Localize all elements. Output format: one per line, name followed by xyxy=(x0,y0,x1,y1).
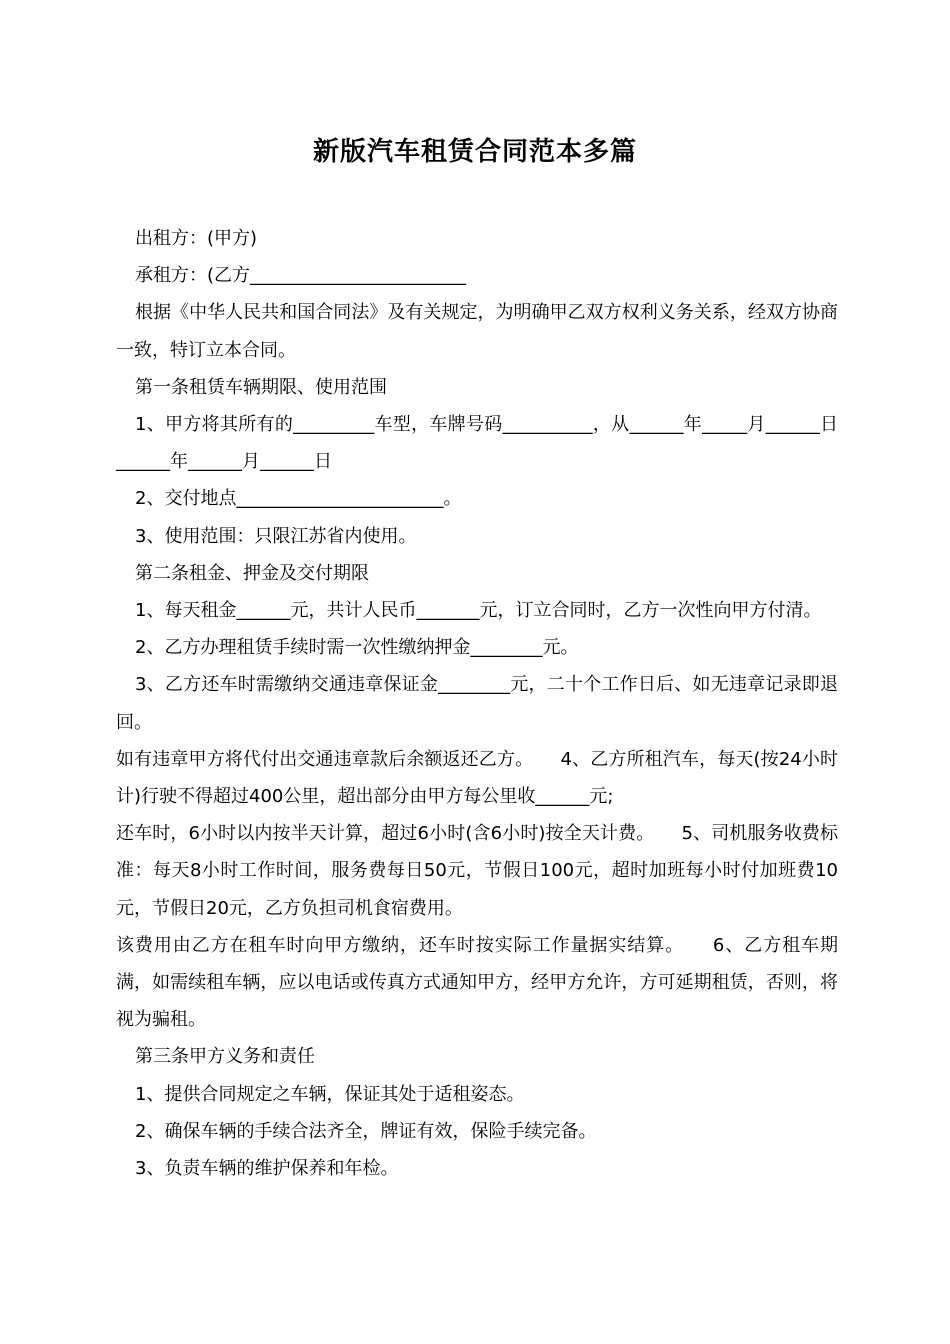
article-1-item-3: 3、使用范围：只限江苏省内使用。 xyxy=(135,525,417,547)
document-title: 新版汽车租赁合同范本多篇 xyxy=(312,137,637,167)
article-3-item-2: 2、确保车辆的手续合法齐全，牌证有效，保险手续完备。 xyxy=(135,1120,597,1142)
article-2-item-3: 3、乙方还车时需缴纳交通违章保证金________元，二十个工作日后、如无违章记录即退回。 xyxy=(116,674,838,733)
article-2-item-6: 该费用由乙方在租车时向甲方缴纳，还车时按实际工作量据实结算。 6、乙方租车期满，如需续租车辆，应以电话或传真方式通知甲方，经甲方允许，方可延期租赁，否则，将视为骗租。 xyxy=(116,934,838,1031)
article-2-heading: 第二条租金、押金及交付期限 xyxy=(135,562,369,584)
article-2-item-2: 2、乙方办理租赁手续时需一次性缴纳押金________元。 xyxy=(135,637,579,659)
article-3-item-3: 3、负责车辆的维护保养和年检。 xyxy=(135,1158,399,1180)
paragraph-lessor: 出租方：(甲方) xyxy=(135,228,258,249)
article-2-item-1: 1、每天租金______元，共计人民币_______元，订立合同时，乙方一次性向甲方付清。 xyxy=(135,600,822,622)
article-2-item-4: 如有违章甲方将代付出交通违章款后余额返还乙方。 4、乙方所租汽车，每天(按24小时计)行驶不得超过400公里，超出部分由甲方每公里收______元; xyxy=(116,748,838,808)
article-1-item-2: 2、交付地点_______________________。 xyxy=(135,488,462,510)
article-2-item-5: 还车时，6小时以内按半天计算，超过6小时(含6小时)按全天计费。 5、司机服务收费标准：每天8小时工作时间，服务费每日50元，节假日100元，超时加班每小时付加班费10元，节假日20元，乙方负担司机食宿费用。 xyxy=(116,823,838,919)
paragraph-preamble: 根据《中华人民共和国合同法》及有关规定，为明确甲乙双方权利义务关系，经双方协商一致，特订立本合同。 xyxy=(116,302,838,361)
paragraph-lessee: 承租方：(乙方________________________ xyxy=(135,265,467,287)
article-3-heading: 第三条甲方义务和责任 xyxy=(135,1046,315,1068)
article-1-heading: 第一条租赁车辆期限、使用范围 xyxy=(135,376,387,398)
document-body xyxy=(116,220,838,1187)
article-3-item-1: 1、提供合同规定之车辆，保证其处于适租姿态。 xyxy=(135,1083,525,1105)
article-1-item-1: 1、甲方将其所有的_________车型，车牌号码__________，从______年_____月______日______年______月______日 xyxy=(116,414,838,473)
